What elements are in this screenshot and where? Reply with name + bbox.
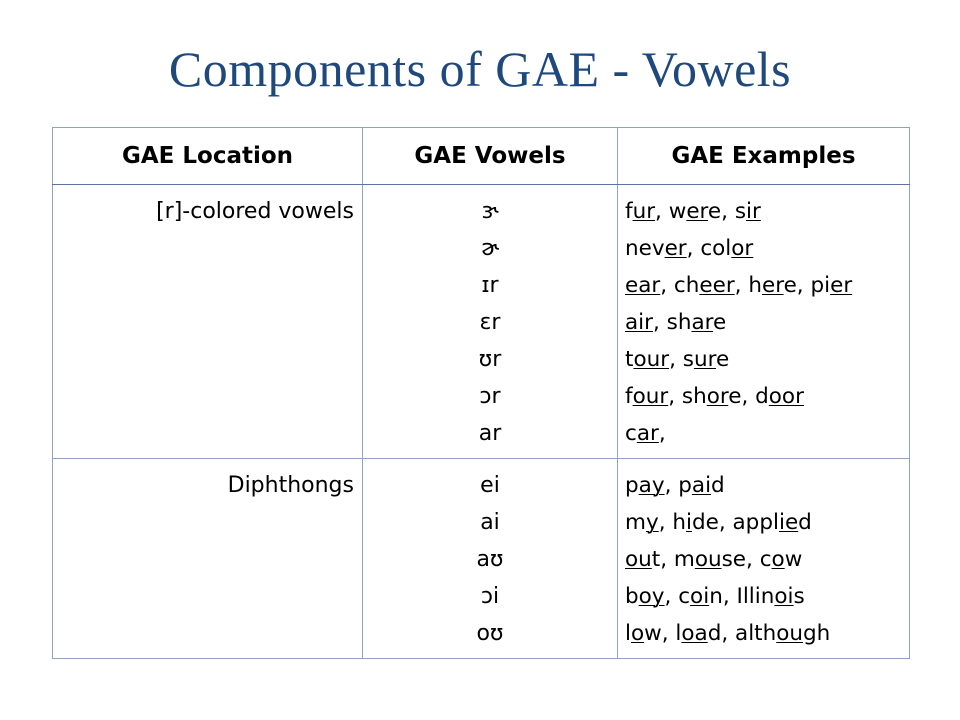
example-line — [625, 267, 908, 304]
vowel-symbol: aʊ — [476, 547, 504, 572]
example-highlight: i — [685, 510, 692, 535]
example-highlight: ear — [625, 273, 661, 298]
vowels-table — [52, 127, 910, 659]
example-highlight: er — [664, 236, 687, 261]
example-line — [625, 467, 908, 504]
table-row — [53, 459, 910, 659]
vowel-symbol: ai — [480, 510, 500, 535]
example-text: , h — [658, 510, 686, 535]
vowel-symbol: ʊr — [478, 347, 502, 372]
example-text: , h — [734, 273, 762, 298]
vowel-symbol: ɚ — [480, 236, 500, 261]
header-examples: GAE Examples — [618, 128, 910, 185]
example-highlight: ou — [776, 621, 804, 646]
vowels-cell — [363, 459, 618, 659]
vowel-symbol: ɝ — [481, 199, 499, 224]
example-line — [625, 615, 908, 652]
example-text: , ch — [660, 273, 700, 298]
example-text: m — [625, 510, 646, 535]
table-header-row — [53, 128, 910, 185]
examples-cell — [618, 459, 910, 659]
example-highlight: ay — [638, 473, 665, 498]
example-text: , p — [664, 473, 692, 498]
example-highlight: ar — [636, 421, 659, 446]
example-text: w — [784, 547, 803, 572]
example-highlight: ou — [625, 547, 652, 572]
example-line — [625, 504, 908, 541]
example-text: e, d — [728, 384, 769, 409]
example-highlight: or — [706, 384, 729, 409]
example-line — [625, 341, 908, 378]
header-vowels: GAE Vowels — [363, 128, 618, 185]
example-text: e, pi — [783, 273, 831, 298]
example-highlight: oy — [638, 584, 665, 609]
location-cell — [53, 459, 363, 659]
example-highlight: ur — [693, 347, 716, 372]
example-text: , sh — [653, 310, 692, 335]
example-text: e — [715, 347, 730, 372]
example-highlight: er — [761, 273, 784, 298]
example-text: , — [658, 421, 666, 446]
example-text: c — [625, 421, 637, 446]
example-text: , s — [669, 347, 694, 372]
example-highlight: eer — [699, 273, 735, 298]
example-highlight: er — [686, 199, 708, 224]
location-label: Diphthongs — [227, 473, 354, 498]
example-line — [625, 415, 908, 452]
example-text: , col — [686, 236, 732, 261]
example-highlight: our — [632, 384, 669, 409]
example-text: e, s — [707, 199, 747, 224]
example-highlight: oor — [768, 384, 804, 409]
example-text: se, c — [721, 547, 772, 572]
example-text: p — [625, 473, 639, 498]
example-text: f — [625, 384, 633, 409]
page-title: Components of GAE - Vowels — [168, 41, 792, 97]
vowel-symbol: ar — [478, 421, 502, 446]
example-text: nev — [625, 236, 665, 261]
example-text: t, m — [651, 547, 695, 572]
example-line — [625, 378, 908, 415]
example-text: d — [798, 510, 812, 535]
example-text: n, Illin — [709, 584, 775, 609]
example-highlight: air — [625, 310, 653, 335]
example-text: t — [625, 347, 634, 372]
example-line — [625, 230, 908, 267]
location-cell — [53, 185, 363, 459]
example-highlight: ir — [746, 199, 761, 224]
example-text: b — [625, 584, 639, 609]
example-text: e — [713, 310, 727, 335]
example-highlight: or — [731, 236, 754, 261]
example-line — [625, 578, 908, 615]
vowel-symbol: oʊ — [476, 621, 504, 646]
example-line — [625, 304, 908, 341]
example-highlight: y — [645, 510, 659, 535]
example-text: , c — [664, 584, 691, 609]
vowel-symbol: ɔr — [479, 384, 501, 409]
example-text: , w — [655, 199, 687, 224]
vowel-symbol: ɛr — [479, 310, 501, 335]
example-highlight: oa — [681, 621, 708, 646]
example-text: s — [793, 584, 805, 609]
example-highlight: er — [830, 273, 853, 298]
header-location: GAE Location — [53, 128, 363, 185]
vowel-symbol: ɔi — [480, 584, 500, 609]
example-text: f — [625, 199, 633, 224]
example-highlight: ie — [778, 510, 799, 535]
example-highlight: oi — [690, 584, 710, 609]
example-text: de, appl — [691, 510, 779, 535]
example-line — [625, 193, 908, 230]
example-highlight: our — [633, 347, 670, 372]
example-text: l — [625, 621, 631, 646]
example-highlight: ur — [632, 199, 656, 224]
example-text: w, l — [644, 621, 682, 646]
example-highlight: ai — [691, 473, 712, 498]
vowel-symbol: ei — [480, 473, 500, 498]
example-highlight: o — [771, 547, 785, 572]
vowels-cell — [363, 185, 618, 459]
example-text: d, alth — [707, 621, 777, 646]
vowel-symbol: ɪr — [481, 273, 499, 298]
location-label: [r]-colored vowels — [156, 199, 354, 224]
example-highlight: oi — [774, 584, 794, 609]
example-highlight: o — [630, 621, 645, 646]
examples-cell — [618, 185, 910, 459]
example-text: d — [711, 473, 725, 498]
example-highlight: ou — [694, 547, 722, 572]
table-row — [53, 185, 910, 459]
example-text: , sh — [668, 384, 707, 409]
example-highlight: ar — [691, 310, 714, 335]
example-line — [625, 541, 908, 578]
example-text: gh — [803, 621, 831, 646]
